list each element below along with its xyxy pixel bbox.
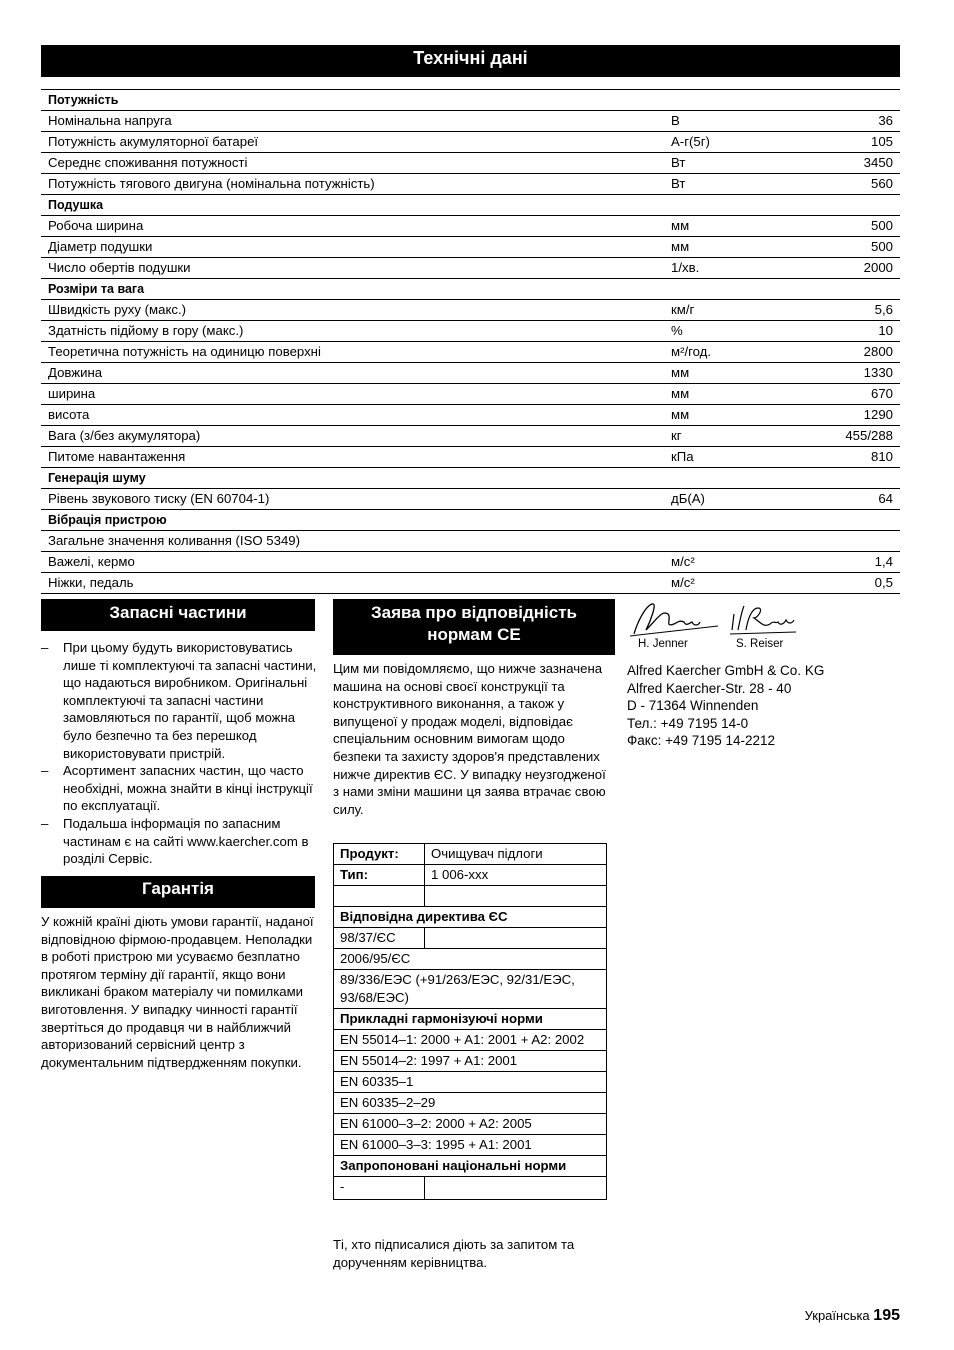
spec-unit: мм (671, 405, 826, 426)
norm-cell: EN 61000–3–3: 1995 + A1: 2001 (334, 1135, 607, 1156)
spec-value: 2800 (826, 342, 900, 363)
national-norms-heading: Запропоновані національні норми (334, 1156, 607, 1177)
spec-value: 670 (826, 384, 900, 405)
type-label: Тип: (334, 865, 425, 886)
spec-label: Питоме навантаження (41, 447, 671, 468)
list-item (41, 639, 317, 762)
spec-value: 64 (826, 489, 900, 510)
table-row (334, 1114, 607, 1135)
table-row (41, 321, 900, 342)
spare-parts-heading: Запасні частини (41, 599, 315, 631)
ce-heading-line-1: Заява про відповідність (371, 603, 577, 622)
table-row (334, 907, 607, 928)
spec-label: Номінальна напруга (41, 111, 671, 132)
spec-unit: мм (671, 237, 826, 258)
table-row (41, 174, 900, 195)
norm-cell: EN 60335–1 (334, 1072, 607, 1093)
spec-label: Середнє споживання потужності (41, 153, 671, 174)
spec-label: Теоретична потужність на одиницю поверхні (41, 342, 671, 363)
list-item-text: Асортимент запасних частин, що часто необхідні, можна знайти в кінці інструкції по експлуатації. (63, 763, 313, 814)
spec-unit: кПа (671, 447, 826, 468)
warranty-text: У кожній країні діють умови гарантії, наданої відповідною фірмою-продавцем. Неполадки в роботі пристрою ми усуваємо безплатно протягом терміну дії гарантії, якщо вони викликані браком матеріалу чи помилками виготовлення. У випадку чинності гарантії звертіться до продавця чи в найближчий авторизований сервісний центр з документальним підтвердженням покупки. (41, 914, 314, 1070)
table-row (41, 132, 900, 153)
spec-label: Рівень звукового тиску (EN 60704-1) (41, 489, 671, 510)
table-row (41, 384, 900, 405)
directives-heading: Відповідна директива ЄС (334, 907, 607, 928)
spec-label: Важелі, кермо (41, 552, 671, 573)
table-row (334, 949, 607, 970)
spec-value: 1290 (826, 405, 900, 426)
table-row (41, 405, 900, 426)
table-row (334, 1051, 607, 1072)
norm-cell: EN 55014–1: 2000 + A1: 2001 + A2: 2002 (334, 1030, 607, 1051)
spec-label: Число обертів подушки (41, 258, 671, 279)
spec-value: 1330 (826, 363, 900, 384)
empty-cell (425, 928, 607, 949)
table-row (41, 426, 900, 447)
ce-declaration-text: Цим ми повідомляємо, що нижче зазначена машина на основі своєї конструкції та конструктивного виконання, а також у випущеної у продаж моделі, відповідає спеціальним основним вимогам щодо безпеки та захисту здоров'я представлених нижче директив ЄС. У випадку неузгодженої з нами зміни машини ця заява втрачає свою силу. (333, 661, 606, 817)
spec-unit: дБ(А) (671, 489, 826, 510)
spec-value: 455/288 (826, 426, 900, 447)
table-row (41, 153, 900, 174)
table-row (334, 1156, 607, 1177)
norms-heading: Прикладні гармонізуючі норми (334, 1009, 607, 1030)
list-item-text: При цьому будуть використовуватись лише ті комплектуючі та запасні частини, що надаються виробником. Оригінальні комплектуючі та запасні частини замовляються по гарантії, щоб можна було безпечно та без перешкод використовувати пристрій. (63, 640, 317, 761)
section-row (41, 510, 900, 531)
spec-label: Загальне значення коливання (ISO 5349) (41, 531, 671, 552)
ce-declaration-heading (333, 599, 615, 655)
empty-cell (425, 886, 607, 907)
signatory-name-1: H. Jenner (638, 638, 688, 650)
page-footer (805, 1307, 900, 1325)
spec-label: Ніжки, педаль (41, 573, 671, 594)
table-row (334, 1072, 607, 1093)
norm-cell: EN 60335–2–29 (334, 1093, 607, 1114)
footer-language: Українська (804, 1308, 870, 1323)
spec-value: 500 (826, 216, 900, 237)
spec-label: Вага (з/без акумулятора) (41, 426, 671, 447)
spec-unit: м²/год. (671, 342, 826, 363)
section-row (41, 468, 900, 489)
list-dash: – (41, 815, 49, 831)
section-label: Подушка (41, 195, 900, 216)
warranty-heading: Гарантія (41, 876, 315, 908)
spec-value: 0,5 (826, 573, 900, 594)
ce-signatory-note: Ті, хто підписалися діють за запитом та дорученням керівництва. (333, 1237, 575, 1270)
table-row (334, 970, 607, 1009)
signature-reiser-image (726, 600, 816, 640)
company-address (627, 662, 907, 750)
spec-unit (671, 531, 826, 552)
product-label: Продукт: (334, 844, 425, 865)
spec-label: висота (41, 405, 671, 426)
table-row (41, 300, 900, 321)
spec-unit: мм (671, 363, 826, 384)
spec-unit: Вт (671, 174, 826, 195)
table-row (334, 1030, 607, 1051)
norm-cell: EN 61000–3–2: 2000 + A2: 2005 (334, 1114, 607, 1135)
address-line: Факс: +49 7195 14-2212 (627, 733, 776, 749)
spec-value: 560 (826, 174, 900, 195)
spec-value (826, 531, 900, 552)
table-row (41, 489, 900, 510)
list-item (41, 815, 317, 868)
directive-cell: 2006/95/ЄС (334, 949, 607, 970)
spare-parts-list (41, 639, 317, 868)
page-number: 195 (873, 1307, 900, 1324)
table-row (41, 237, 900, 258)
table-row (41, 573, 900, 594)
empty-cell (334, 886, 425, 907)
spec-label: Потужність тягового двигуна (номінальна потужність) (41, 174, 671, 195)
spec-value: 2000 (826, 258, 900, 279)
list-item (41, 762, 317, 815)
ce-heading-line-2: нормам СЕ (427, 625, 521, 644)
spec-value: 105 (826, 132, 900, 153)
table-row (334, 928, 607, 949)
table-row (41, 552, 900, 573)
table-row (334, 886, 607, 907)
table-row (334, 1093, 607, 1114)
list-dash: – (41, 763, 49, 779)
directive-cell: 89/336/ЕЭС (+91/263/ЕЭС, 92/31/ЕЭС, 93/68/ЕЭС) (334, 970, 607, 1009)
spec-value: 5,6 (826, 300, 900, 321)
table-row (41, 258, 900, 279)
spec-unit: км/г (671, 300, 826, 321)
spec-value: 500 (826, 237, 900, 258)
section-row (41, 279, 900, 300)
table-row (334, 844, 607, 865)
address-line: D - 71364 Winnenden (627, 698, 759, 714)
technical-data-heading: Технічні дані (41, 45, 900, 77)
spec-unit: м/с² (671, 573, 826, 594)
ce-declaration-table (333, 843, 607, 1200)
address-line: Alfred Kaercher-Str. 28 - 40 (627, 680, 792, 696)
section-row (41, 90, 900, 111)
table-row (41, 531, 900, 552)
national-norm-cell: - (334, 1177, 425, 1200)
table-row (41, 111, 900, 132)
spec-value: 1,4 (826, 552, 900, 573)
spec-unit: м/с² (671, 552, 826, 573)
spec-unit: 1/хв. (671, 258, 826, 279)
list-dash: – (41, 640, 49, 655)
spec-label: Здатність підйому в гору (макс.) (41, 321, 671, 342)
directive-cell: 98/37/ЄС (334, 928, 425, 949)
table-row (334, 1177, 607, 1200)
spec-label: Діаметр подушки (41, 237, 671, 258)
table-row (334, 1135, 607, 1156)
norm-cell: EN 55014–2: 1997 + A1: 2001 (334, 1051, 607, 1072)
address-line: Alfred Kaercher GmbH & Co. KG (627, 663, 825, 678)
type-value: 1 006-xxx (425, 865, 607, 886)
table-row (41, 216, 900, 237)
spec-unit: Вт (671, 153, 826, 174)
empty-cell (425, 1177, 607, 1200)
address-line: Тел.: +49 7195 14-0 (627, 715, 749, 731)
signatory-name-2: S. Reiser (736, 638, 784, 650)
product-value: Очищувач підлоги (425, 844, 607, 865)
spec-unit: % (671, 321, 826, 342)
section-label: Розміри та вага (41, 279, 900, 300)
section-row (41, 195, 900, 216)
spec-unit: мм (671, 384, 826, 405)
spec-label: Довжина (41, 363, 671, 384)
section-label: Вібрація пристрою (41, 510, 900, 531)
table-row (334, 865, 607, 886)
spec-label: ширина (41, 384, 671, 405)
table-row (41, 342, 900, 363)
spec-unit: В (671, 111, 826, 132)
spec-value: 810 (826, 447, 900, 468)
spec-value: 36 (826, 111, 900, 132)
spec-value: 10 (826, 321, 900, 342)
table-row (334, 1009, 607, 1030)
list-item-text: Подальша інформація по запасним частинам є на сайті www.kaercher.com в розділі Сервіс. (63, 815, 309, 867)
section-label: Генерація шуму (41, 468, 900, 489)
signatures (628, 600, 808, 656)
spec-unit: А-г(5г) (671, 132, 826, 153)
spec-label: Швидкість руху (макс.) (41, 300, 671, 321)
spec-label: Робоча ширина (41, 216, 671, 237)
spec-value: 3450 (826, 153, 900, 174)
table-row (41, 363, 900, 384)
section-label: Потужність (41, 90, 900, 111)
table-row (41, 447, 900, 468)
spec-unit: кг (671, 426, 826, 447)
spec-label: Потужність акумуляторної батареї (41, 132, 671, 153)
spec-unit: мм (671, 216, 826, 237)
technical-data-table (41, 89, 900, 594)
